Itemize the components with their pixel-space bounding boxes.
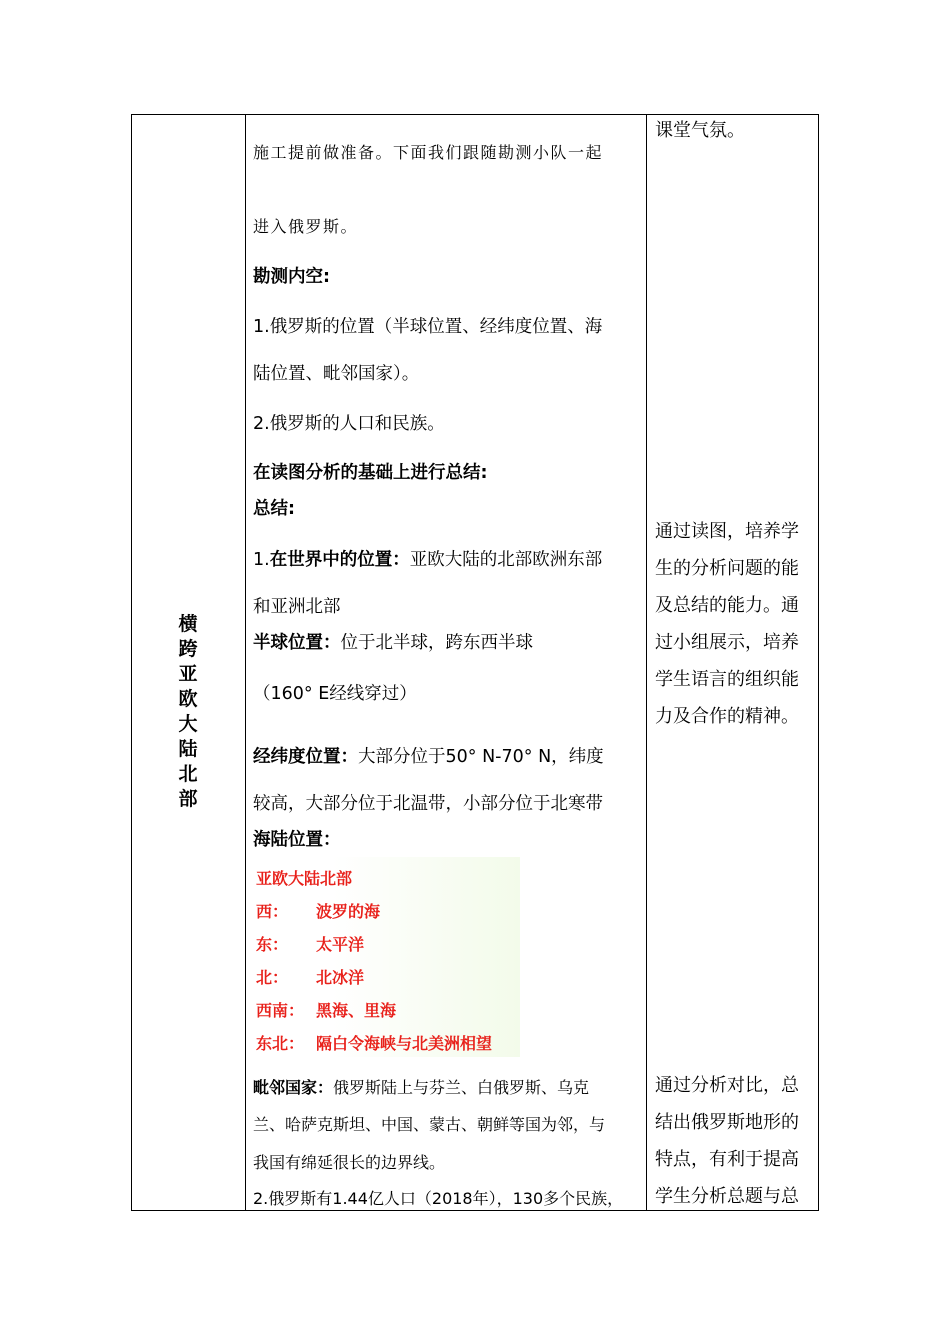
note-2-line: 生的分析问题的能 — [655, 558, 799, 579]
sea-land-value: 波罗的海 — [316, 902, 381, 921]
sea-land-value: 太平洋 — [316, 935, 365, 954]
sea-land-key: 东： — [256, 935, 289, 954]
column-divider-2 — [646, 115, 647, 1210]
sea-land-item — [256, 932, 364, 955]
intro-line-1: 施工提前做准备。下面我们跟随勘测小队一起 — [253, 143, 604, 162]
world-position — [253, 546, 602, 571]
world-position-label: 在世界中的位置： — [269, 550, 410, 570]
item-1-line-2: 陆位置、毗邻国家）。 — [253, 364, 420, 384]
world-position-text: 亚欧大陆的北部欧洲东部 — [409, 550, 603, 570]
hemisphere-position — [253, 629, 533, 654]
sea-land-value: 北冰洋 — [316, 968, 365, 987]
item-1-line-1: 1.俄罗斯的位置（半球位置、经纬度位置、海 — [253, 317, 603, 337]
sea-land-item — [256, 866, 352, 889]
hemisphere-label: 半球位置： — [253, 633, 341, 653]
sea-land-value: 黑海、里海 — [316, 1001, 397, 1020]
title-char: 亚 — [178, 663, 198, 685]
sea-land-value: 隔白令海峡与北美洲相望 — [316, 1034, 493, 1053]
sea-land-key: 西南： — [256, 1001, 305, 1020]
analysis-heading: 在读图分析的基础上进行总结: — [253, 463, 488, 483]
neighbor-countries — [253, 1075, 589, 1098]
note-1: 课堂气氛。 — [655, 120, 745, 141]
neighbor-text: 俄罗斯陆上与芬兰、白俄罗斯、乌克 — [333, 1078, 590, 1097]
hemisphere-text: 位于北半球，跨东西半球 — [340, 633, 533, 653]
neighbor-line-2: 兰、哈萨克斯坦、中国、蒙古、朝鲜等国为邻，与 — [253, 1115, 606, 1134]
hemisphere-line-2: （160° E经线穿过） — [253, 684, 417, 704]
survey-heading: 勘测内空: — [253, 267, 330, 287]
title-char: 陆 — [178, 738, 198, 760]
latitude-position — [253, 743, 604, 768]
title-char: 北 — [178, 763, 198, 785]
title-char: 大 — [178, 713, 198, 735]
note-2-line: 过小组展示，培养 — [655, 632, 799, 653]
sea-land-key: 西： — [256, 902, 289, 921]
title-char: 部 — [178, 788, 198, 810]
sea-land-item — [256, 899, 380, 922]
neighbor-line-3: 我国有绵延很长的边界线。 — [253, 1153, 446, 1172]
sea-land-heading: 海陆位置： — [253, 830, 341, 850]
world-position-line-2: 和亚洲北部 — [253, 597, 341, 617]
note-2-line: 学生语言的组织能 — [655, 669, 799, 690]
title-char: 欧 — [178, 688, 198, 710]
column-divider-1 — [245, 115, 246, 1210]
note-3-line: 特点，有利于提高 — [655, 1149, 799, 1170]
intro-line-2: 进入俄罗斯。 — [253, 217, 359, 236]
latitude-text: 大部分位于50° N-70° N，纬度 — [358, 747, 604, 767]
world-position-num: 1. — [253, 550, 270, 570]
title-char: 跨 — [178, 638, 198, 660]
population-text: 2.俄罗斯有1.44亿人口（2018年），130多个民族， — [253, 1189, 624, 1208]
note-2 — [655, 513, 815, 735]
summary-heading: 总结: — [253, 499, 295, 519]
latitude-line-2: 较高，大部分位于北温带，小部分位于北寒带 — [253, 794, 603, 814]
sea-land-item — [256, 1031, 492, 1054]
section-title — [170, 612, 206, 812]
sea-land-item — [256, 998, 396, 1021]
sea-land-key: 东北： — [256, 1034, 305, 1053]
note-3-line: 通过分析对比，总 — [655, 1075, 799, 1096]
note-3 — [655, 1067, 815, 1215]
note-3-line: 学生分析总题与总 — [655, 1186, 799, 1207]
sea-land-key: 亚欧大陆北部 — [256, 869, 353, 888]
note-3-line: 结出俄罗斯地形的 — [655, 1112, 799, 1133]
item-2: 2.俄罗斯的人口和民族。 — [253, 414, 445, 434]
title-char: 横 — [178, 613, 198, 635]
sea-land-item — [256, 965, 364, 988]
latitude-label: 经纬度位置： — [253, 747, 358, 767]
note-2-line: 力及合作的精神。 — [655, 706, 799, 727]
note-2-line: 通过读图，培养学 — [655, 521, 799, 542]
neighbor-label: 毗邻国家： — [253, 1078, 334, 1097]
note-2-line: 及总结的能力。通 — [655, 595, 799, 616]
sea-land-key: 北： — [256, 968, 289, 987]
